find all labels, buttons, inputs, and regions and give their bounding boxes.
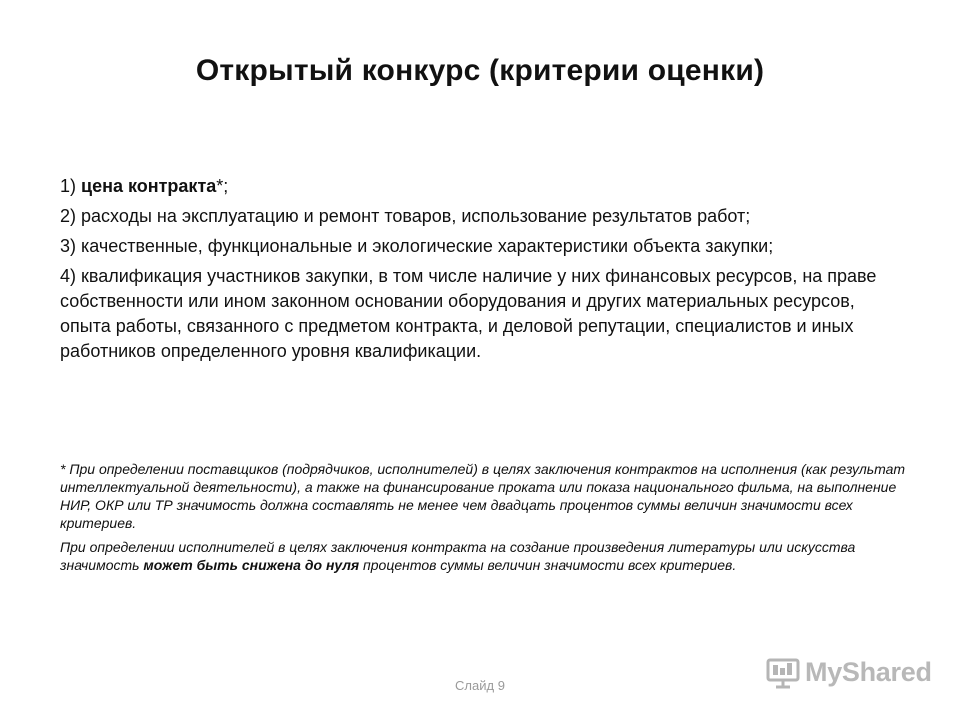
criterion-1-number: 1) <box>60 176 82 196</box>
criterion-4: 4) квалификация участников закупки, в том числе наличие у них финансовых ресурсов, на праве собственности или ином законном основании оборудования и других материальных ресурсов, опыта работы, связанного с предметом контракта, и деловой репутации, специалистов и иных работников определенного уровня квалификации. <box>60 266 877 361</box>
watermark-logo <box>765 652 932 692</box>
presentation-board-icon <box>765 654 801 690</box>
criterion-1-suffix: *; <box>216 176 229 196</box>
criterion-1-bold: цена контракта <box>81 176 217 196</box>
footnote-second-after: процентов суммы величин значимости всех критериев. <box>359 557 737 573</box>
slide-title: Открытый конкурс (критерии оценки) <box>195 54 765 87</box>
watermark-brand: MyShared <box>805 656 932 687</box>
criteria-list <box>60 174 910 364</box>
criterion-1 <box>60 174 910 199</box>
footnote-second-bold: может быть снижена до нуля <box>143 557 360 573</box>
footnote-first: * При определении поставщиков (подрядчиков, исполнителей) в целях заключения контрактов на исполнения (как результат интеллектуальной деятельности), а также на финансирование проката или показа национального фильма, на выполнение НИР, ОКР или ТР значимость должна составлять не менее чем двадцать процентов суммы величин значимости всех критериев. <box>60 461 906 531</box>
footnote-second-before: При определении исполнителей в целях заключения контракта на создание произведения литературы или искусства значимость <box>60 539 856 573</box>
footnotes <box>60 460 910 580</box>
slide-number: Слайд 9 <box>455 678 505 693</box>
footnote-second <box>60 538 910 574</box>
criterion-3: 3) качественные, функциональные и экологические характеристики объекта закупки; <box>60 236 774 256</box>
criterion-2: 2) расходы на эксплуатацию и ремонт товаров, использование результатов работ; <box>60 206 751 226</box>
